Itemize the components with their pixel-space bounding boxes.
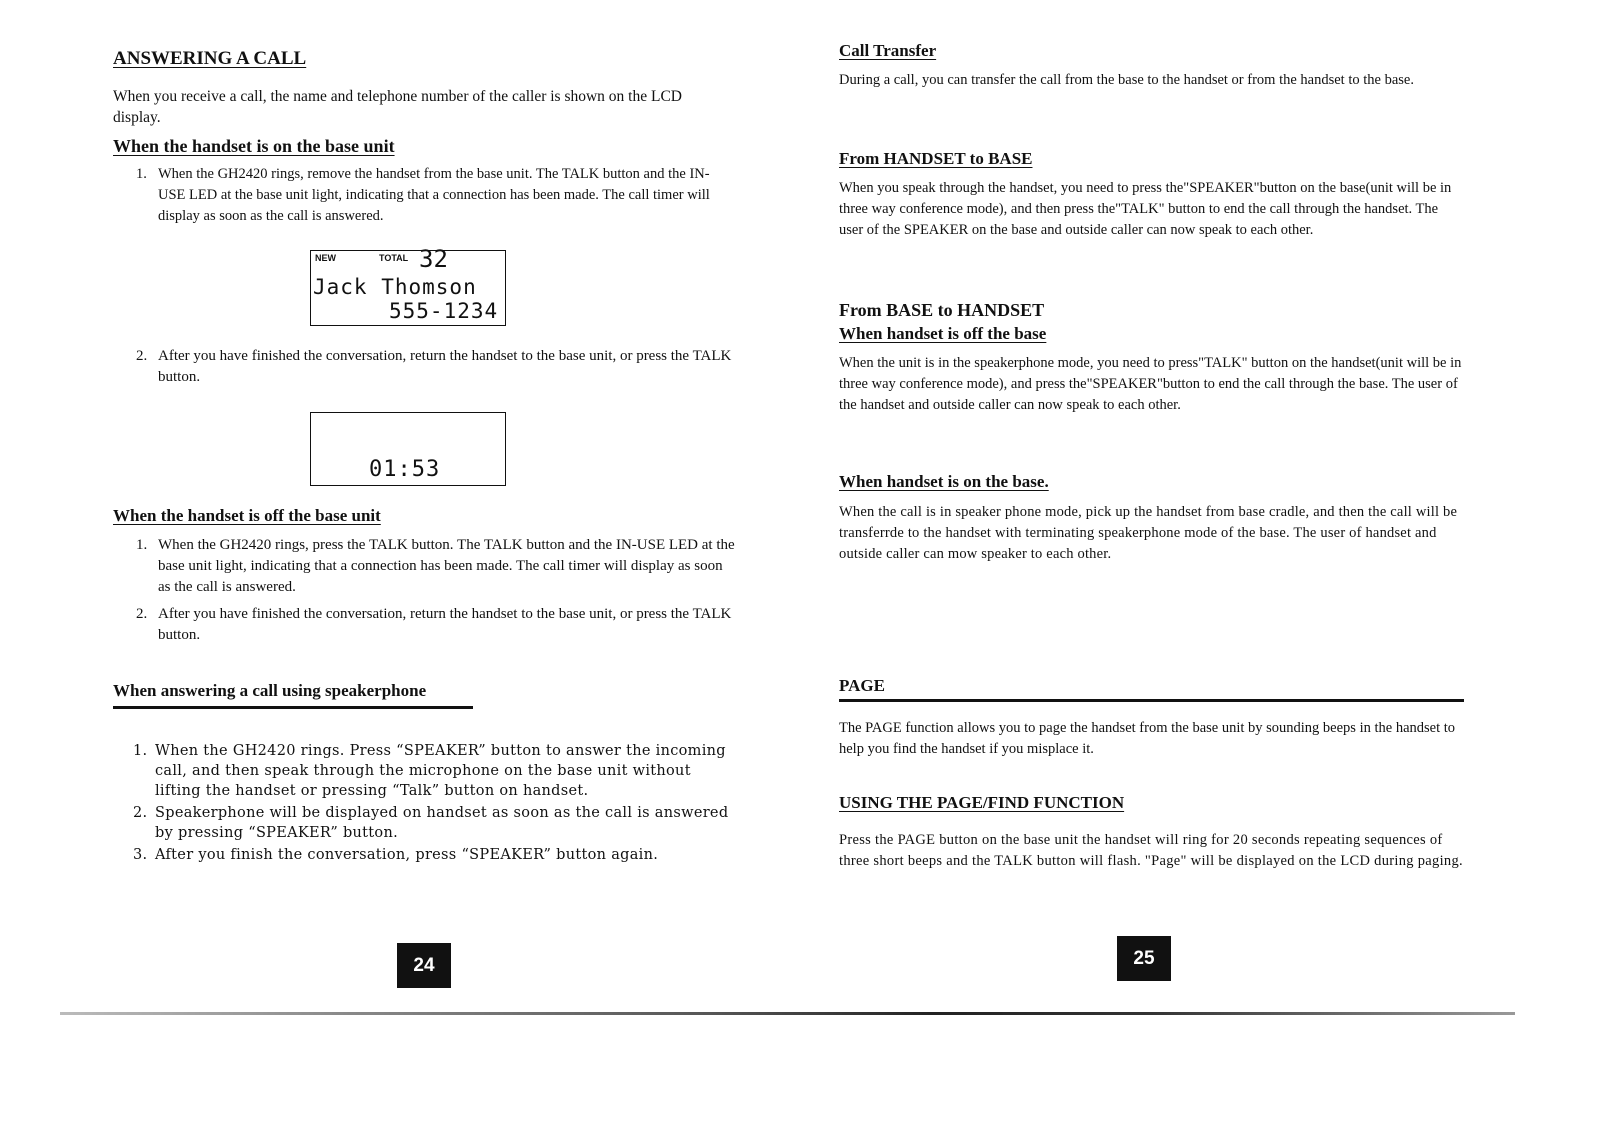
- heading-page: PAGE: [839, 676, 885, 695]
- heading-off-base: When the handset is off the base unit: [113, 506, 381, 525]
- list-item: 1. When the GH2420 rings. Press “SPEAKER” button to answer the incoming call, and then speak through the microphone on the base unit without lifting the handset or pressing “Talk” button on handset.: [133, 743, 726, 799]
- list-item: 2. After you have finished the conversation, return the handset to the base unit, or press the TALK button.: [136, 606, 732, 643]
- heading-page-find: USING THE PAGE/FIND FUNCTION: [839, 793, 1125, 812]
- list-speakerphone: [133, 741, 733, 867]
- lcd-call-timer: [310, 412, 506, 486]
- intro-text: When you receive a call, the name and telephone number of the caller is shown on the LCD display.: [113, 88, 682, 126]
- call-transfer-text: During a call, you can transfer the call from the base to the handset or from the handset to the base.: [839, 72, 1414, 88]
- list-item: 3. After you finish the conversation, press “SPEAKER” button again.: [133, 847, 659, 863]
- handset-to-base-text: When you speak through the handset, you need to press the"SPEAKER"button on the base(unit will be in three way conference mode), and then press the"TALK" button to end the call through the handset. The user of the SPEAKER on the base and outside caller can now speak to each other.: [839, 180, 1452, 238]
- left-page: [0, 0, 806, 1138]
- lcd-caller-name: Jack Thomson: [313, 275, 477, 299]
- lcd-total-label: TOTAL: [379, 253, 409, 263]
- lcd-caller-display: [310, 245, 506, 326]
- list-off-base: [136, 535, 736, 652]
- heading-on-base: When the handset is on the base unit: [113, 136, 395, 156]
- list-on-base-continued: [136, 346, 736, 394]
- list-item: 2. Speakerphone will be displayed on handset as soon as the call is answered by pressing “SPEAKER” button.: [133, 805, 729, 841]
- off-base-text: When the unit is in the speakerphone mode, you need to press"TALK" button on the handset(unit will be in three way conference mode), and press the"SPEAKER"button to end the call through the base. The user of the handset and outside caller can now speak to each other.: [839, 355, 1462, 413]
- lcd-new-label: NEW: [315, 253, 336, 263]
- list-on-base: [136, 164, 736, 233]
- heading-call-transfer: Call Transfer: [839, 41, 937, 60]
- lcd-count: 32: [419, 245, 448, 273]
- heading-rule: [113, 706, 473, 709]
- heading-rule: [839, 699, 1464, 702]
- lcd-caller-number: 555-1234: [389, 299, 499, 323]
- heading-speakerphone: When answering a call using speakerphone: [113, 681, 427, 700]
- list-item: 1. When the GH2420 rings, remove the handset from the base unit. The TALK button and the IN-USE LED at the base unit light, indicating that a connection has been made. The call timer will display as soon as the call is answered.: [136, 166, 710, 224]
- page-number: 24: [397, 943, 451, 988]
- heading-handset-to-base: From HANDSET to BASE: [839, 149, 1033, 168]
- heading-on-base: When handset is on the base.: [839, 472, 1049, 491]
- list-item: 1. When the GH2420 rings, press the TALK button. The TALK button and the IN-USE LED at the base unit light, indicating that a connection has been made. The call timer will display as soon as the call is answered.: [136, 537, 735, 595]
- bottom-scan-line: [60, 1012, 1515, 1015]
- right-page: [806, 0, 1613, 1138]
- page-number: 25: [1117, 936, 1171, 981]
- page-text: The PAGE function allows you to page the handset from the base unit by sounding beeps in the handset to help you find the handset if you misplace it.: [839, 720, 1456, 757]
- page-find-text: Press the PAGE button on the base unit the handset will ring for 20 seconds repeating sequences of three short beeps and the TALK button will flash. "Page" will be displayed on the LCD during paging.: [839, 832, 1463, 869]
- heading-off-base: When handset is off the base: [839, 324, 1047, 343]
- page-title: ANSWERING A CALL: [113, 48, 307, 69]
- list-item: 2. After you have finished the conversation, return the handset to the base unit, or press the TALK button.: [136, 348, 732, 385]
- heading-base-to-handset: From BASE to HANDSET: [839, 300, 1045, 320]
- lcd-timer: 01:53: [369, 457, 441, 482]
- on-base-text: When the call is in speaker phone mode, pick up the handset from base cradle, and then the call will be transferrde to the handset with terminating speakerphone mode of the base. The user of handset and outside caller can mow speaker to each other.: [839, 504, 1458, 562]
